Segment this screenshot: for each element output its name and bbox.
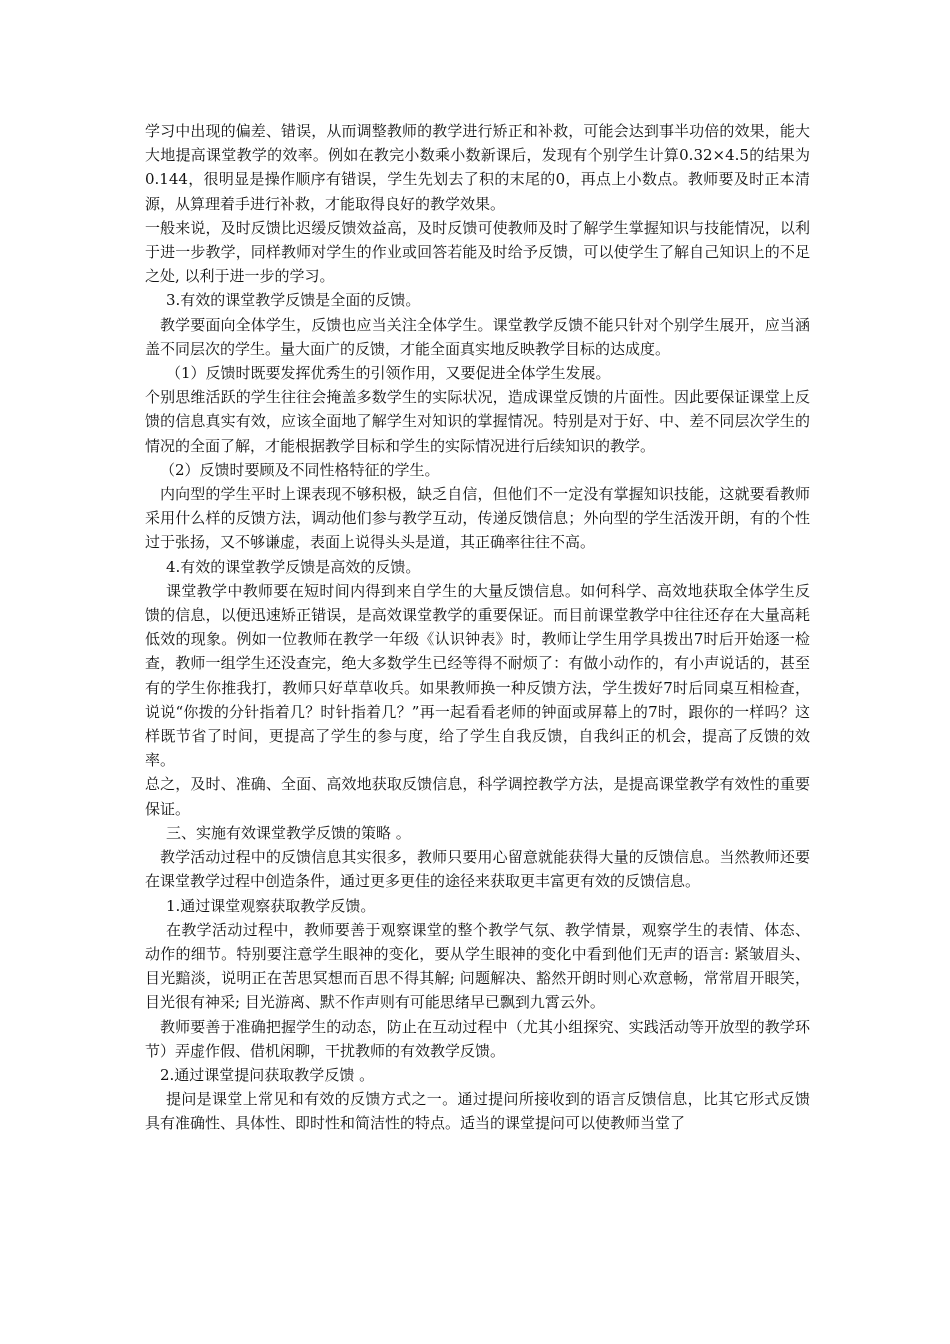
paragraph-text: 总之，及时、准确、全面、高效地获取反馈信息，科学调控教学方法，是提高课堂教学有效性的重要保证。 bbox=[145, 775, 810, 818]
section-heading: 1.通过课堂观察获取教学反馈。 bbox=[166, 896, 376, 915]
paragraph-text: 教学活动过程中的反馈信息其实很多，教师只要用心留意就能获得大量的反馈信息。当然教师还要在课堂教学过程中创造条件，通过更多更佳的途径来获取更丰富更有效的反馈信息。 bbox=[145, 848, 810, 891]
chapter-heading: 三、实施有效课堂教学反馈的策略 。 bbox=[166, 823, 411, 842]
section-heading: 2.通过课堂提问获取教学反馈 。 bbox=[160, 1065, 375, 1084]
paragraph-text: 教学要面向全体学生，反馈也应当关注全体学生。课堂教学反馈不能只针对个别学生展开，应当涵盖不同层次的学生。量大面广的反馈，才能全面真实地反映教学目标的达成度。 bbox=[145, 315, 810, 358]
paragraph-text: 提问是课堂上常见和有效的反馈方式之一。通过提问所接收到的语言反馈信息，比其它形式反馈具有准确性、具体性、即时性和简洁性的特点。适当的课堂提问可以使教师当堂了 bbox=[145, 1090, 810, 1133]
paragraph-text: 一般来说，及时反馈比迟缓反馈效益高，及时反馈可使教师及时了解学生掌握知识与技能情况，以利于进一步教学，同样教师对学生的作业或回答若能及时给予反馈，可以使学生了解自己知识上的不足之处, 以利于进一步的学习。 bbox=[145, 218, 810, 286]
paragraph-text: 学习中出现的偏差、错误，从而调整教师的教学进行矫正和补救，可能会达到事半功倍的效果，能大大地提高课堂教学的效率。例如在教完小数乘小数新课后，发现有个别学生计算0.32×4.5的结果为0.144，很明显是操作顺序有错误，学生先划去了积的末尾的0，再点上小数点。教师要及时正本清源，从算理着手进行补救，才能取得良好的教学效果。 bbox=[145, 122, 810, 213]
subsection-heading: （2）反馈时要顾及不同性格特征的学生。 bbox=[160, 460, 440, 479]
document-page bbox=[145, 119, 810, 1136]
subsection-heading: （1）反馈时既要发挥优秀生的引领作用，又要促进全体学生发展。 bbox=[166, 364, 611, 383]
paragraph-text: 内向型的学生平时上课表现不够积极，缺乏自信，但他们不一定没有掌握知识技能，这就要看教师采用什么样的反馈方法，调动他们参与教学互动，传递反馈信息；外向型的学生活泼开朗，有的个性过于张扬，又不够谦虚，表面上说得头头是道，其正确率往往不高。 bbox=[145, 485, 810, 552]
paragraph-text: 课堂教学中教师要在短时间内得到来自学生的大量反馈信息。如何科学、高效地获取全体学生反馈的信息，以便迅速矫正错误，是高效课堂教学的重要保证。而目前课堂教学中往往还存在大量高耗低效的现象。例如一位教师在教学一年级《认识钟表》时，教师让学生用学具拨出7时后开始逐一检查，教师一组学生还没查完，绝大多数学生已经等得不耐烦了：有做小动作的，有小声说话的，甚至有的学生你推我打，教师只好草草收兵。如果教师换一种反馈方法，学生拨好7时后同桌互相检查，说说“你拨的分针指着几？时针指着几？”再一起看看老师的钟面或屏幕上的7时，跟你的一样吗？这样既节省了时间，更提高了学生的参与度，给了学生自我反馈，自我纠正的机会，提高了反馈的效率。 bbox=[145, 581, 810, 770]
paragraph-text: 在教学活动过程中，教师要善于观察课堂的整个教学气氛、教学情景，观察学生的表情、体态、动作的细节。特别要注意学生眼神的变化，要从学生眼神的变化中看到他们无声的语言: 紧皱眉头、目光黯淡，说明正在苦思冥想而百思不得其解; 问题解决、豁然开朗时则心欢意畅，常常眉开眼笑，目光很有神采; 目光游离、默不作声则有可能思绪早已飘到九霄云外。 bbox=[145, 920, 810, 1012]
paragraph-text: 教师要善于准确把握学生的动态，防止在互动过程中（尤其小组探究、实践活动等开放型的教学环节）弄虚作假、借机闲聊，干扰教师的有效教学反馈。 bbox=[145, 1017, 810, 1060]
section-heading: 3.有效的课堂教学反馈是全面的反馈。 bbox=[166, 291, 421, 310]
paragraph-text: 个别思维活跃的学生往往会掩盖多数学生的实际状况，造成课堂反馈的片面性。因此要保证课堂上反馈的信息真实有效，应该全面地了解学生对知识的掌握情况。特别是对于好、中、差不同层次学生的情况的全面了解，才能根据教学目标和学生的实际情况进行后续知识的教学。 bbox=[145, 388, 810, 455]
section-heading: 4.有效的课堂教学反馈是高效的反馈。 bbox=[166, 557, 421, 576]
